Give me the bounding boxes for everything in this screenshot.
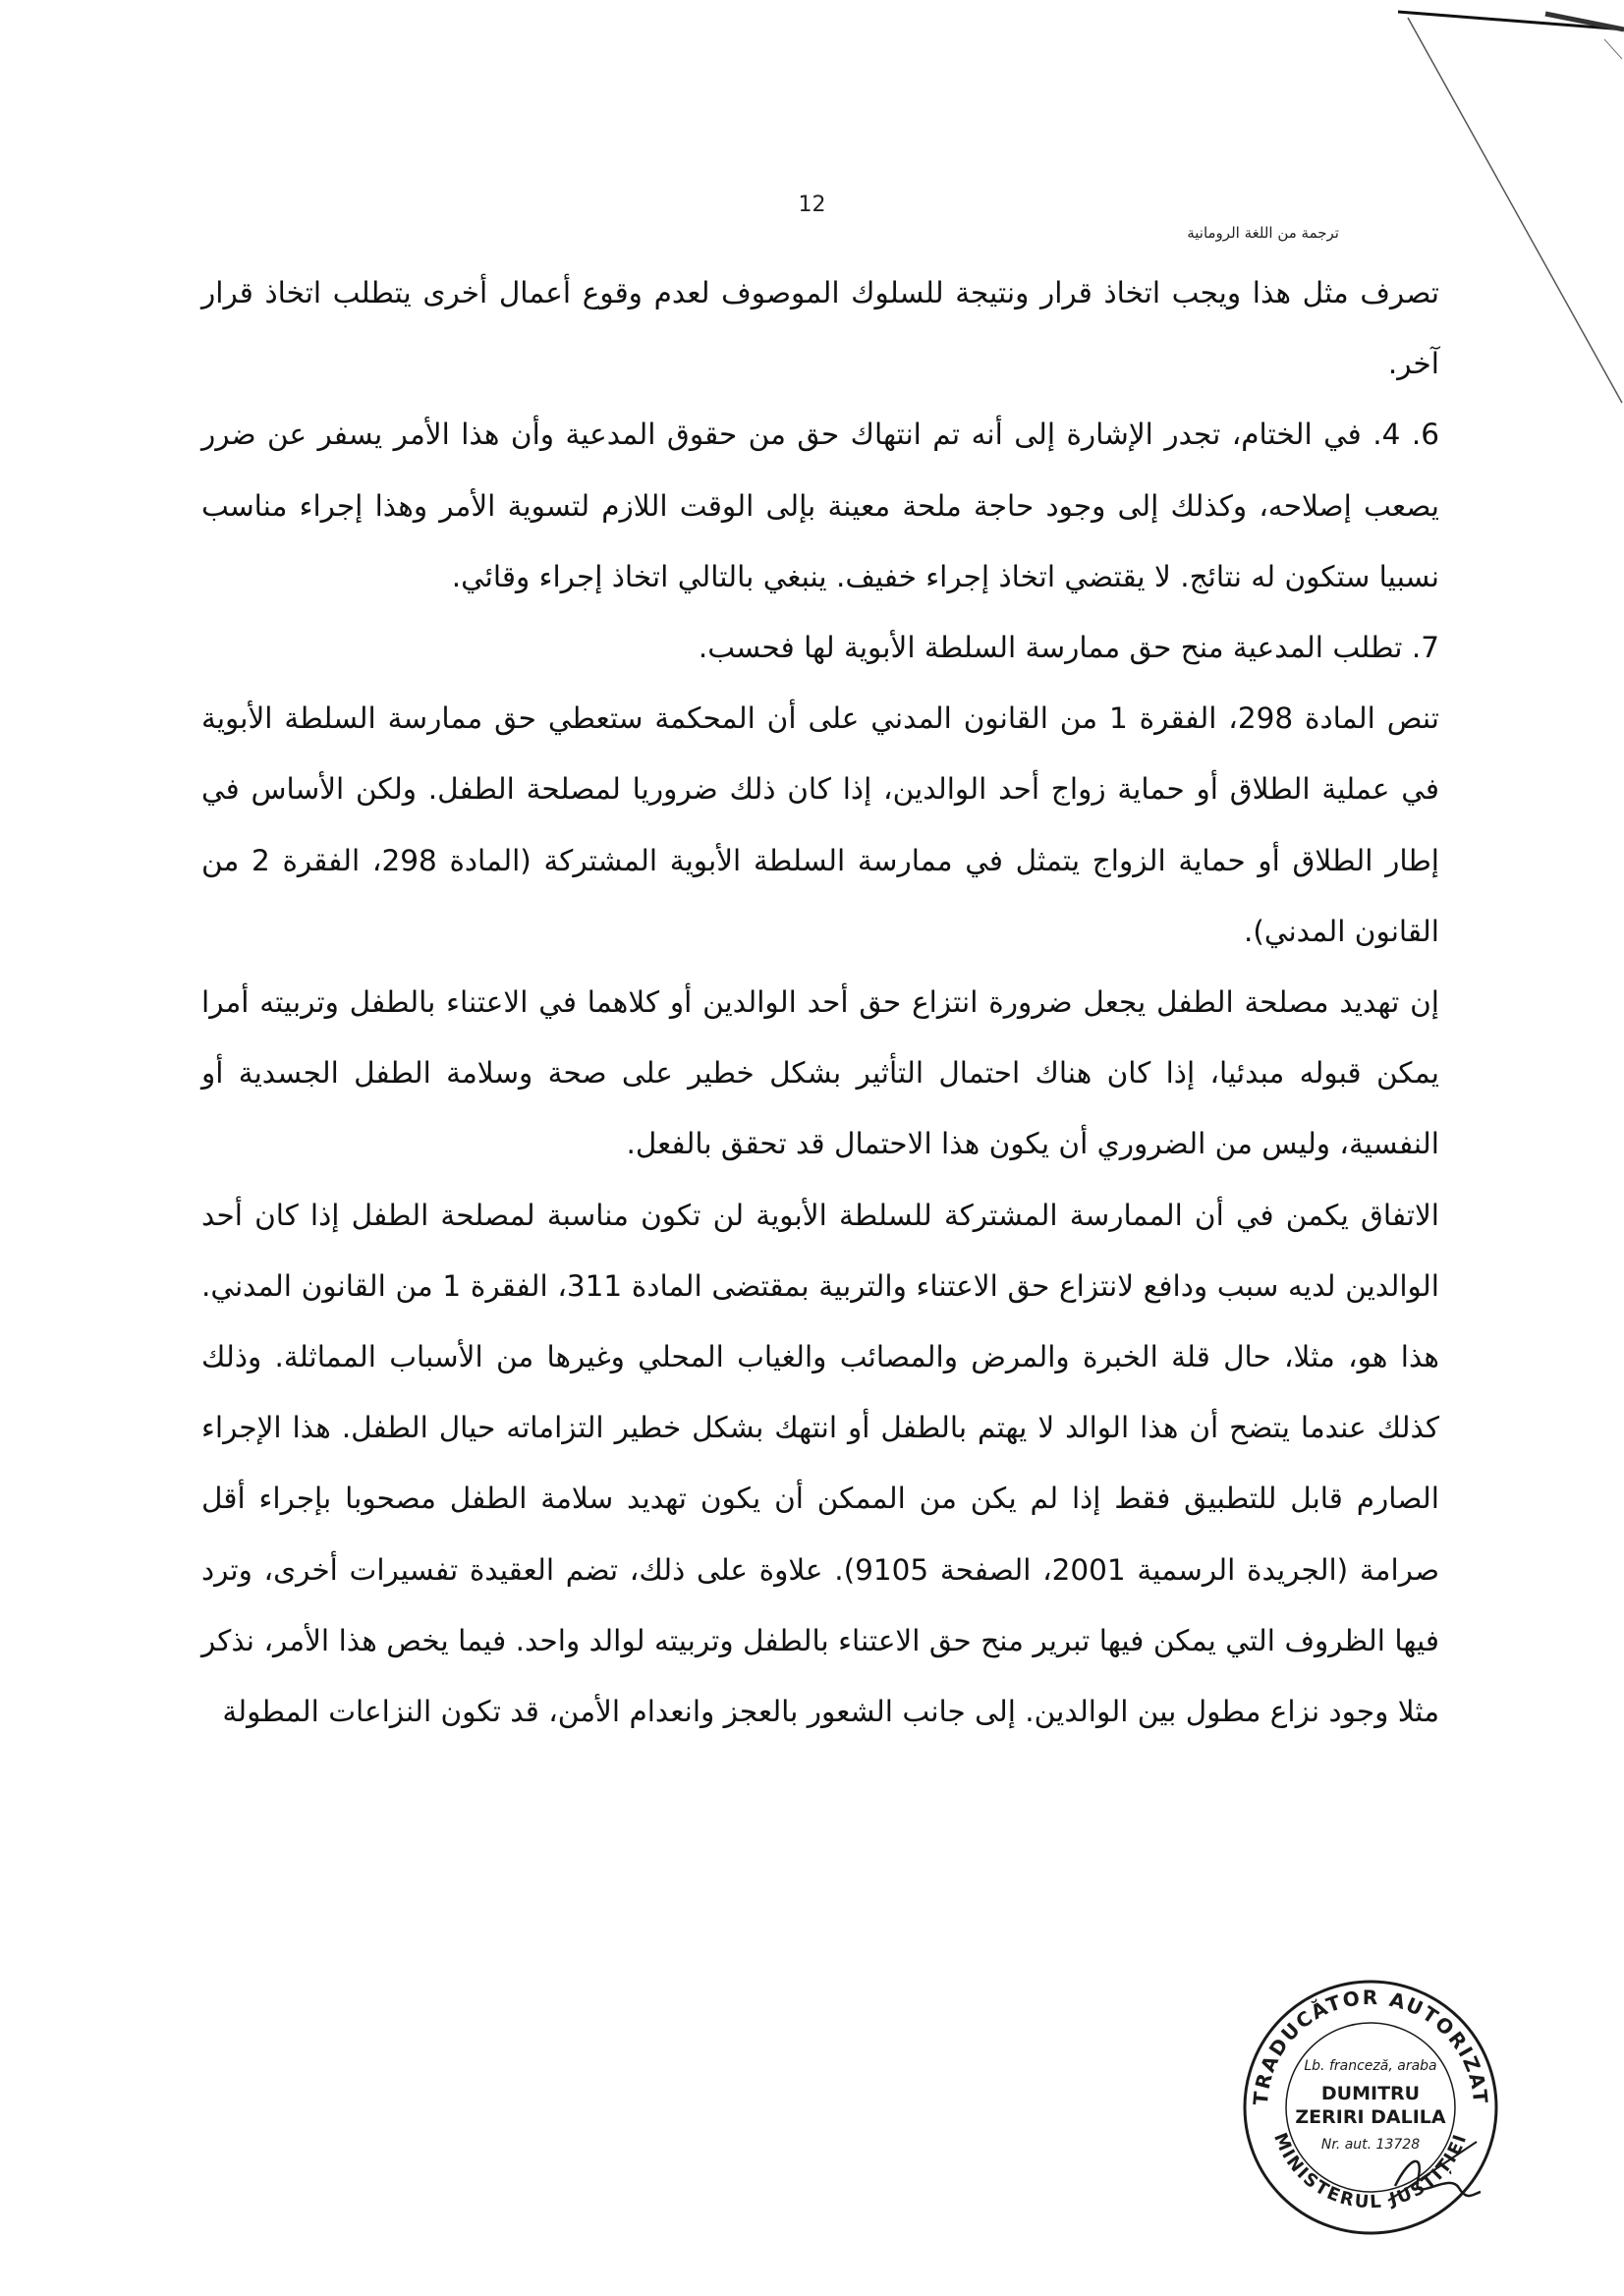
stamp-languages: Lb. franceză, araba <box>1304 2058 1437 2074</box>
stamp-auth-number: Nr. aut. 13728 <box>1320 2137 1421 2153</box>
translation-note: ترجمة من اللغة الرومانية <box>1187 224 1339 242</box>
paragraph-3: 7. تطلب المدعية منح حق ممارسة السلطة الأبوية لها فحسب. <box>698 631 1439 665</box>
stamp-name-line2: ZERIRI DALILA <box>1295 2106 1446 2128</box>
stamp-top-arc: TRADUCĂTOR AUTORIZAT <box>1248 1985 1493 2106</box>
paragraph-4: تنص المادة 298، الفقرة 1 من القانون المدني على أن المحكمة ستعطي حق ممارسة السلطة الأبوية في عملية الطلاق أو حماية زواج أحد الوالدين، إذا كان ذلك ضروريا لمصلحة الطفل. ولكن الأساس في إطار الطلاق أو حماية الزواج يتمثل في ممارسة السلطة الأبوية المشتركة (المادة 298، الفقرة 2 من القانون المدني). <box>201 701 1440 948</box>
paragraph-6: الاتفاق يكمن في أن الممارسة المشتركة للسلطة الأبوية لن تكون مناسبة لمصلحة الطفل إذا كان أحد الوالدين لديه سبب ودافع لانتزاع حق الاعتناء والتربية بمقتضى المادة 311، الفقرة 1 من القانون المدني. هذا هو، مثلا، حال قلة الخبرة والمرض والمصائب والغياب المحلي وغيرها من الأسباب المماثلة. وذلك كذلك عندما يتضح أن هذا الوالد لا يهتم بالطفل أو انتهك بشكل خطير التزاماته حيال الطفل. هذا الإجراء الصارم قابل للتطبيق فقط إذا لم يكن من الممكن أن يكون تهديد سلامة الطفل مصحوبا بإجراء أقل صرامة (الجريدة الرسمية 2001، الصفحة 9105). علاوة على ذلك، تضم العقيدة تفسيرات أخرى، وترد فيها الظروف التي يمكن فيها تبرير منح حق الاعتناء بالطفل وتربيته لوالد واحد. فيما يخص هذا الأمر، نذكر مثلا وجود نزاع مطول بين الوالدين. إلى جانب الشعور بالعجز وانعدام الأمن، قد تكون النزاعات المطولة <box>201 1198 1440 1729</box>
stamp-bottom-arc: MINISTERUL JUSTIȚIEI <box>1269 2130 1472 2213</box>
stamp-name-line1: DUMITRU <box>1320 2083 1421 2104</box>
translator-stamp <box>1223 1960 1518 2255</box>
paragraph-5: إن تهديد مصلحة الطفل يجعل ضرورة انتزاع حق أحد الوالدين أو كلاهما في الاعتناء بالطفل وتربيته أمرا يمكن قبوله مبدئيا، إذا كان هناك احتمال التأثير بشكل خطير على صحة وسلامة الطفل الجسدية أو النفسية، وليس من الضروري أن يكون هذا الاحتمال قد تحقق بالفعل. <box>201 985 1439 1161</box>
document-body <box>201 257 1439 1747</box>
page-number: 12 <box>798 193 826 217</box>
paragraph-1: تصرف مثل هذا ويجب اتخاذ قرار ونتيجة للسلوك الموصوف لعدم وقوع أعمال أخرى يتطلب اتخاذ قرار آخر. <box>201 276 1439 381</box>
paragraph-2: 6. 4. في الختام، تجدر الإشارة إلى أنه تم انتهاك حق من حقوق المدعية وأن هذا الأمر يسفر عن ضرر يصعب إصلاحه، وكذلك إلى وجود حاجة ملحة معينة بإلى الوقت اللازم لتسوية الأمر وهذا إجراء مناسب نسبيا ستكون له نتائج. لا يقتضي اتخاذ إجراء خفيف. ينبغي بالتالي اتخاذ إجراء وقائي. <box>201 418 1439 593</box>
